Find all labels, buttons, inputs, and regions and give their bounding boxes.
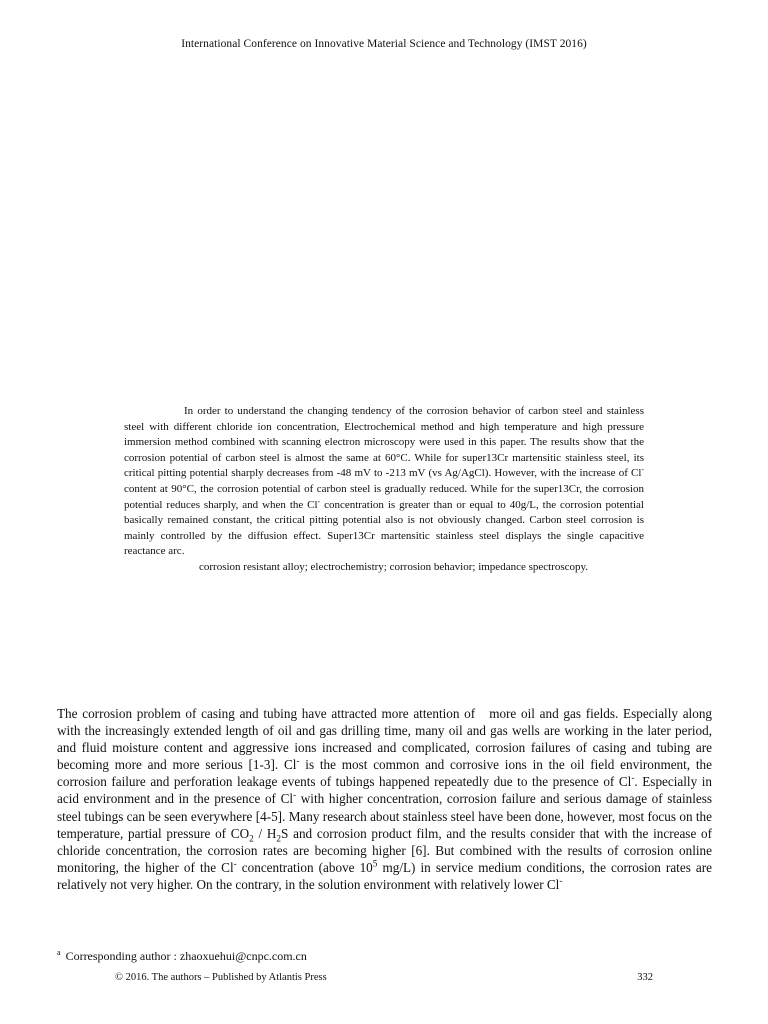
- abstract-text: In order to understand the changing tendency of the corrosion behavior of carbon steel and stainless steel with different chloride ion concentration, Electrochemical method and high temperature and high pressure immersion method combined with scanning electron microscopy were used in this paper. The results show that the corrosion potential of carbon steel is almost the same at 60°C. While for super13Cr martensitic stainless steel, its critical pitting potential sharply decreases from -48 mV to -213 mV (vs Ag/AgCl). However, with the increase of Cl- content at 90°C, the corrosion potential of carbon steel is gradually reduced. While for the super13Cr, the corrosion potential reduces sharply, and when the Cl- concentration is greater than or equal to 40g/L, the corrosion potential basically remained constant, the critical pitting potential also is not obviously changed. Carbon steel corrosion is mainly controlled by the diffusion effect. Super13Cr martensitic stainless steel displays the single capacitive reactance arc.: [124, 405, 644, 558]
- page-footer: [115, 972, 653, 983]
- footnote-marker: a: [57, 948, 61, 957]
- running-header: International Conference on Innovative Material Science and Technology (IMST 2016): [181, 38, 587, 50]
- introduction-paragraph: The corrosion problem of casing and tubing have attracted more attention of more oil and gas fields. Especially along with the increasingly extended length of oil and gas drilling time, many oil and gas wells are working in the later period, and fluid moisture content and aggressive ions increased and complicated, corrosion failures of casing and tubing are becoming more and more serious [1-3]. Cl- is the most common and corrosive ions in the oil field environment, the corrosion failure and perforation leakage events of tubings happened repeatedly due to the presence of Cl-. Especially in acid environment and in the presence of Cl- with higher concentration, corrosion failure and serious damage of stainless steel tubings can be seen everywhere [4-5]. Many research about stainless steel have been done, however, most focus on the temperature, partial pressure of $CO_2 / H_2S$ and corrosion product film, and the results consider that with the increase of chloride concentration, the corrosion rates are becoming higher [6]. But combined with the results of corrosion online monitoring, the higher of the Cl- concentration (above $10^5$ mg/L) in service medium conditions, the corrosion rates are relatively not very higher. On the contrary, in the solution environment with relatively lower Cl-: [57, 706, 713, 892]
- copyright-notice: © 2016. The authors – Published by Atlantis Press: [115, 972, 327, 983]
- abstract: [124, 404, 644, 576]
- keywords: corrosion resistant alloy; electrochemistry; corrosion behavior; impedance spectroscopy.: [199, 560, 589, 573]
- footnote-text: Corresponding author : zhaoxuehui@cnpc.com.cn: [65, 949, 307, 963]
- footnote: [57, 948, 307, 964]
- introduction-body: [57, 705, 712, 893]
- page-number: 332: [637, 972, 653, 983]
